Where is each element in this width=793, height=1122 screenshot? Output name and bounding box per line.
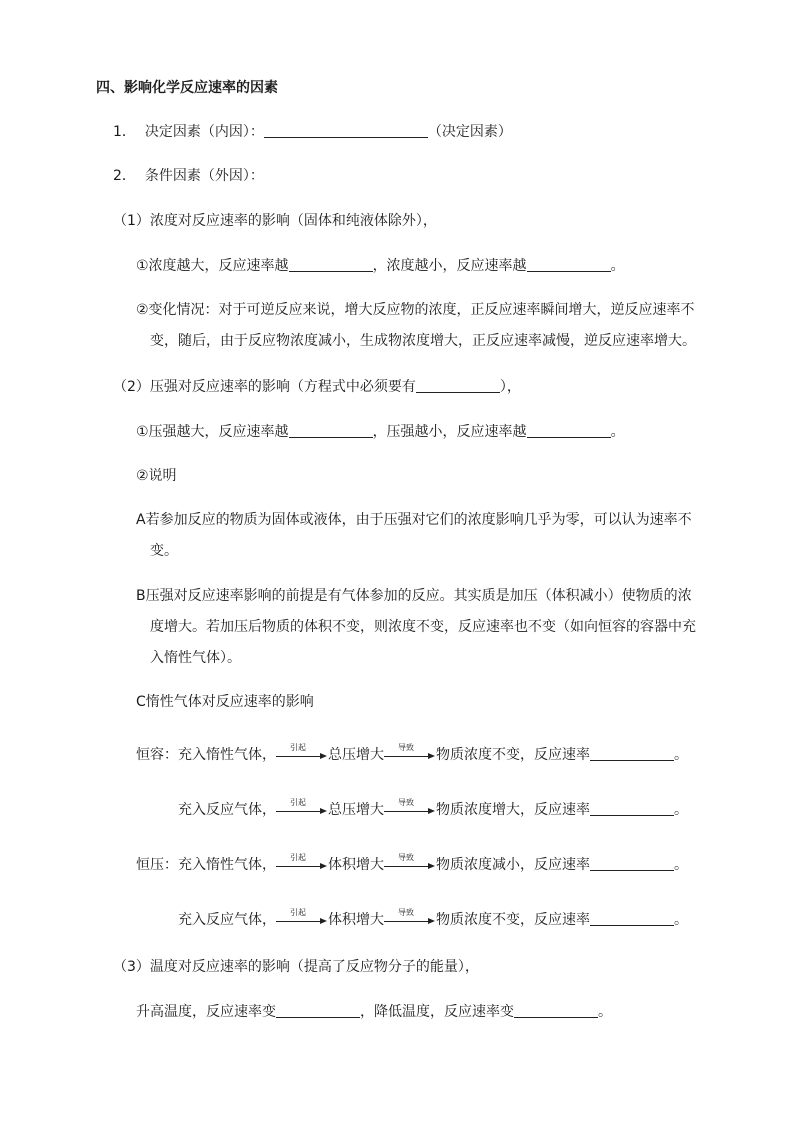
temperature-rule-end: 。 xyxy=(598,1004,612,1020)
inert-row-effect: 体积增大 xyxy=(328,857,384,873)
pressure-note-c: C惰性气体对反应速率的影响 xyxy=(136,694,314,710)
concentration-blank-2[interactable] xyxy=(527,257,611,272)
concentration-blank-1[interactable] xyxy=(289,257,373,272)
inert-row-prefix: 恒压： xyxy=(136,857,178,873)
inert-row-result: 物质浓度不变，反应速率 xyxy=(436,912,590,928)
cause-arrow-icon: 引起 xyxy=(276,910,328,930)
inert-row-effect: 总压增大 xyxy=(328,747,384,763)
inert-row-end: 。 xyxy=(674,857,688,873)
inert-row-effect: 体积增大 xyxy=(328,912,384,928)
pressure-heading-text-b: ）， xyxy=(499,379,521,395)
concentration-rule-end: 。 xyxy=(610,258,625,274)
item-1-label: 决定因素（内因）： xyxy=(144,124,264,140)
pressure-gas-blank[interactable] xyxy=(416,378,500,393)
lead-arrow-icon: 导致 xyxy=(384,855,436,875)
pressure-blank-2[interactable] xyxy=(527,423,611,438)
inert-row-action: 充入反应气体， xyxy=(178,802,276,818)
inert-rate-blank-4[interactable] xyxy=(590,911,674,926)
item-2 xyxy=(113,166,264,186)
intrinsic-factor-blank[interactable] xyxy=(264,123,428,138)
pressure-rule-text-b: ，压强越小，反应速率越 xyxy=(372,424,527,440)
cause-arrow-icon: 引起 xyxy=(276,855,328,875)
inert-row-end: 。 xyxy=(674,912,688,928)
pressure-heading xyxy=(113,377,521,397)
section-title: 四、影响化学反应速率的因素 xyxy=(96,80,278,96)
inert-rate-blank-1[interactable] xyxy=(590,746,674,761)
inert-row-end: 。 xyxy=(674,802,688,818)
pressure-note-a-line-1: A若参加反应的物质为固体或液体，由于压强对它们的浓度影响几乎为零，可以认为速率不 xyxy=(136,512,692,528)
pressure-blank-1[interactable] xyxy=(289,423,373,438)
temperature-rule xyxy=(136,1002,612,1022)
item-2-label: 条件因素（外因）： xyxy=(144,168,264,184)
inert-row-result: 物质浓度增大，反应速率 xyxy=(436,802,590,818)
pressure-note-a-line-2: 变。 xyxy=(150,543,178,559)
temperature-heading: （3）温度对反应速率的影响（提高了反应物分子的能量）， xyxy=(113,959,479,975)
inert-row-result: 物质浓度减小，反应速率 xyxy=(436,857,590,873)
temperature-blank-1[interactable] xyxy=(276,1003,360,1018)
concentration-change-line-1: ②变化情况：对于可逆反应来说，增大反应物的浓度，正反应速率瞬间增大，逆反应速率不 xyxy=(136,302,695,318)
item-1 xyxy=(113,122,512,142)
concentration-rule-text-b: ，浓度越小，反应速率越 xyxy=(372,258,527,274)
inert-row-constant-pressure-reactant xyxy=(136,910,688,930)
inert-row-constant-pressure-inert xyxy=(136,855,688,875)
inert-row-prefix: 恒容： xyxy=(136,747,178,763)
cause-arrow-icon: 引起 xyxy=(276,745,328,765)
concentration-heading: （1）浓度对反应速率的影响（固体和纯液体除外）， xyxy=(113,213,437,229)
lead-arrow-icon: 导致 xyxy=(384,800,436,820)
concentration-rule-text-a: ①浓度越大，反应速率越 xyxy=(136,258,289,274)
inert-row-action: 充入惰性气体， xyxy=(178,857,276,873)
inert-rate-blank-2[interactable] xyxy=(590,801,674,816)
inert-rate-blank-3[interactable] xyxy=(590,856,674,871)
item-1-number: 1． xyxy=(113,124,136,140)
inert-row-action: 充入反应气体， xyxy=(178,912,276,928)
inert-row-effect: 总压增大 xyxy=(328,802,384,818)
inert-row-end: 。 xyxy=(674,747,688,763)
lead-arrow-icon: 导致 xyxy=(384,910,436,930)
item-1-suffix: （决定因素） xyxy=(427,124,512,140)
temperature-rule-text-a: 升高温度，反应速率变 xyxy=(136,1004,276,1020)
cause-arrow-icon: 引起 xyxy=(276,800,328,820)
pressure-note-title: ②说明 xyxy=(136,468,177,484)
inert-row-action: 充入惰性气体， xyxy=(178,747,276,763)
concentration-change-line-2: 变，随后，由于反应物浓度减小，生成物浓度增大，正反应速率减慢，逆反应速率增大。 xyxy=(150,333,696,349)
item-2-number: 2． xyxy=(113,168,136,184)
pressure-note-b-line-2: 度增大。若加压后物质的体积不变，则浓度不变，反应速率也不变（如向恒容的容器中充 xyxy=(150,619,696,635)
temperature-rule-text-b: ，降低温度，反应速率变 xyxy=(360,1004,514,1020)
pressure-rule-end: 。 xyxy=(610,424,625,440)
pressure-note-b-line-3: 入惰性气体）。 xyxy=(150,650,241,666)
inert-row-result: 物质浓度不变，反应速率 xyxy=(436,747,590,763)
pressure-rule-text-a: ①压强越大，反应速率越 xyxy=(136,424,289,440)
pressure-note-b-line-1: B压强对反应速率影响的前提是有气体参加的反应。其实质是加压（体积减小）使物质的浓 xyxy=(136,588,692,604)
inert-row-constant-volume-reactant xyxy=(136,800,688,820)
inert-row-constant-volume-inert xyxy=(136,745,688,765)
lead-arrow-icon: 导致 xyxy=(384,745,436,765)
pressure-rule xyxy=(136,422,625,442)
concentration-rule xyxy=(136,256,625,276)
pressure-heading-text-a: （2）压强对反应速率的影响（方程式中必须要有 xyxy=(113,379,416,395)
temperature-blank-2[interactable] xyxy=(514,1003,598,1018)
